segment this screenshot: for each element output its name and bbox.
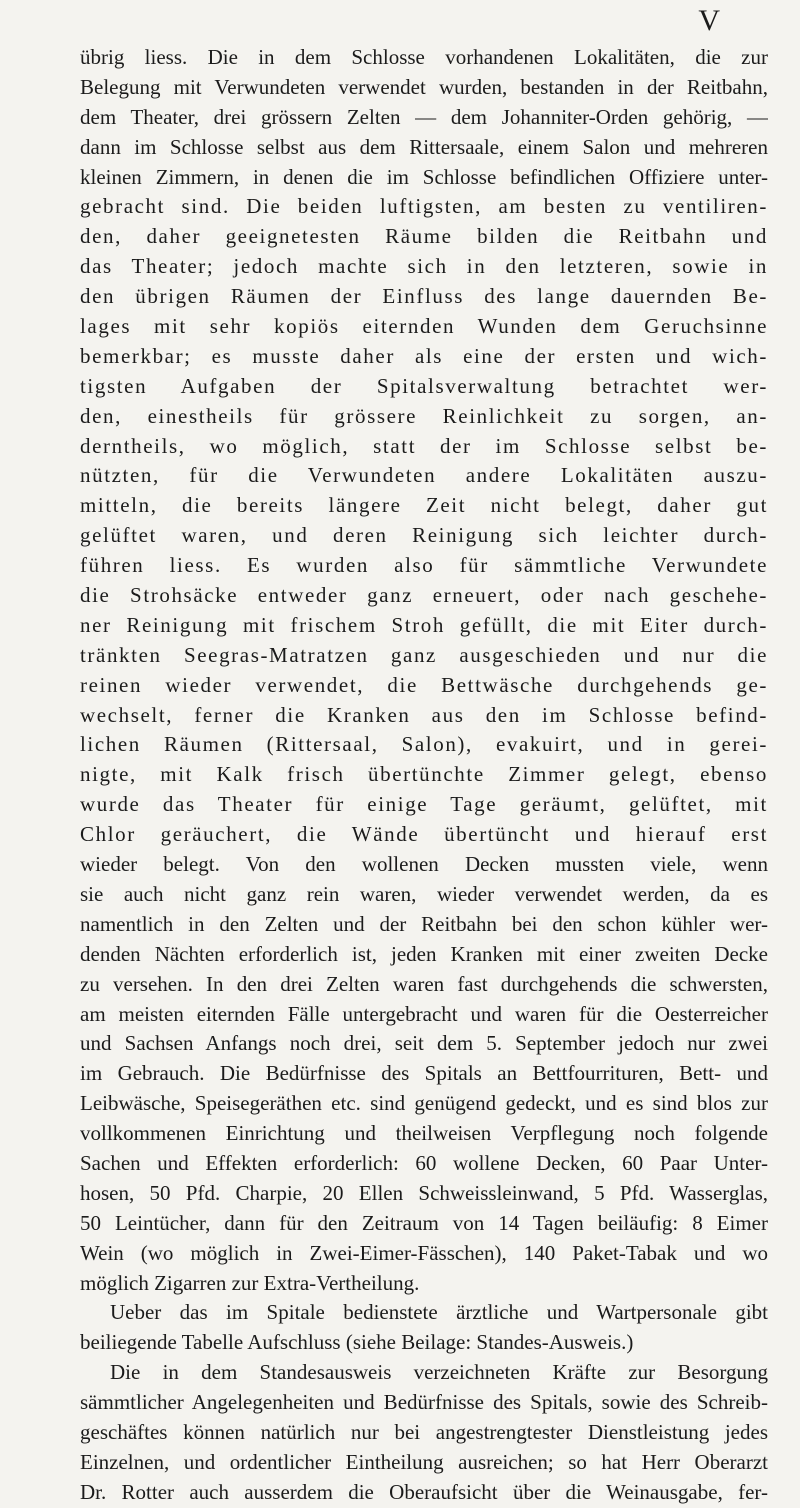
text-line: dem Theater, drei grössern Zelten — dem Johanniter-Orden gehörig, — [80, 104, 768, 129]
text-line: 50 Leintücher, dann für den Zeitraum von 14 Tagen beiläufig: 8 Eimer [80, 1210, 768, 1235]
text-line-spaced: gelüftet waren, und deren Reinigung sich leichter durch- [80, 523, 768, 548]
text-line: übrig liess. Die in dem Schlosse vorhandenen Lokalitäten, die zur [80, 45, 768, 69]
text-line-spaced: die Strohsäcke entweder ganz erneuert, oder nach geschehe- [80, 583, 768, 608]
text-line-spaced: reinen wieder verwendet, die Bettwäsche durchgehends ge- [80, 672, 768, 697]
paragraph-end-line: beiliegende Tabelle Aufschluss (siehe Beilage: Standes-Ausweis.) [80, 1330, 634, 1355]
text-line-spaced: nützten, für die Verwundeten andere Lokalitäten auszu- [80, 463, 768, 488]
text-line: zu versehen. In den drei Zelten waren fast durchgehends die schwersten, [80, 971, 768, 996]
text-line: Wein (wo möglich in Zwei-Eimer-Fässchen), 140 Paket-Tabak und wo [80, 1240, 768, 1265]
text-line-spaced: führen liess. Es wurden also für sämmtliche Verwundete [80, 553, 768, 578]
text-line-spaced: mitteln, die bereits längere Zeit nicht belegt, daher gut [80, 493, 768, 518]
text-line: denden Nächten erforderlich ist, jeden Kranken mit einer zweiten Decke [80, 941, 768, 966]
text-line-spaced: nigte, mit Kalk frisch übertünchte Zimmer gelegt, ebenso [80, 762, 768, 787]
text-line: und Sachsen Anfangs noch drei, seit dem 5. September jedoch nur zwei [80, 1031, 768, 1056]
text-line-spaced: lichen Räumen (Rittersaal, Salon), evakuirt, und in gerei- [80, 732, 768, 757]
text-line-spaced: wurde das Theater für einige Tage geräumt, gelüftet, mit [80, 792, 768, 817]
text-line: Sachen und Effekten erforderlich: 60 wollene Decken, 60 Paar Unter- [80, 1150, 768, 1175]
text-line: geschäftes können natürlich nur bei angestrengtester Dienstleistung jedes [80, 1419, 768, 1444]
text-line: hosen, 50 Pfd. Charpie, 20 Ellen Schweissleinwand, 5 Pfd. Wasserglas, [80, 1180, 768, 1205]
text-line: kleinen Zimmern, in denen die im Schlosse befindlichen Offiziere unter- [80, 164, 768, 189]
text-line-spaced: das Theater; jedoch machte sich in den letzteren, sowie in [80, 254, 768, 279]
text-line: Dr. Rotter auch ausserdem die Oberaufsicht über die Weinausgabe, fer- [80, 1479, 768, 1504]
text-line: sie auch nicht ganz rein waren, wieder verwendet werden, da es [80, 881, 768, 906]
text-line: Einzelnen, und ordentlicher Eintheilung ausreichen; so hat Herr Oberarzt [80, 1449, 768, 1474]
paragraph-start-line: Die in dem Standesausweis verzeichneten Kräfte zur Besorgung [110, 1360, 768, 1385]
text-line: sämmtlicher Angelegenheiten und Bedürfnisse des Spitals, sowie des Schreib- [80, 1390, 768, 1415]
text-line: wieder belegt. Von den wollenen Decken mussten viele, wenn [80, 852, 768, 877]
text-line-spaced: derntheils, wo möglich, statt der im Schlosse selbst be- [80, 433, 768, 458]
text-line: Belegung mit Verwundeten verwendet wurden, bestanden in der Reitbahn, [80, 74, 768, 99]
text-line-spaced: tigsten Aufgaben der Spitalsverwaltung betrachtet wer- [80, 373, 768, 398]
text-line: dann im Schlosse selbst aus dem Rittersaale, einem Salon und mehreren [80, 134, 768, 159]
paragraph-start-line: Ueber das im Spitale bedienstete ärztliche und Wartpersonale gibt [110, 1300, 768, 1325]
text-line-spaced: Chlor geräuchert, die Wände übertüncht und hierauf erst [80, 822, 768, 847]
text-line-spaced: den, einestheils für grössere Reinlichkeit zu sorgen, an- [80, 403, 768, 428]
text-line: Leibwäsche, Speisegeräthen etc. sind genügend gedeckt, und es sind blos zur [80, 1091, 768, 1116]
page-number: V [698, 4, 720, 37]
text-line: namentlich in den Zelten und der Reitbahn bei den schon kühler wer- [80, 911, 768, 936]
text-line-spaced: ner Reinigung mit frischem Stroh gefüllt, die mit Eiter durch- [80, 612, 768, 637]
text-line-spaced: lages mit sehr kopiös eiternden Wunden dem Geruchsinne [80, 314, 768, 339]
text-line-spaced: gebracht sind. Die beiden luftigsten, am besten zu ventiliren- [80, 194, 768, 219]
text-line: am meisten eiternden Fälle untergebracht und waren für die Oesterreicher [80, 1001, 768, 1026]
paragraph-end-line: möglich Zigarren zur Extra-Vertheilung. [80, 1270, 420, 1295]
body-text [80, 43, 768, 1508]
text-line-spaced: den übrigen Räumen der Einfluss des lange dauernden Be- [80, 284, 768, 309]
text-line: vollkommenen Einrichtung und theilweisen Verpflegung noch folgende [80, 1121, 768, 1146]
text-line-spaced: wechselt, ferner die Kranken aus den im Schlosse befind- [80, 702, 768, 727]
text-line-spaced: tränkten Seegras-Matratzen ganz ausgeschieden und nur die [80, 642, 768, 667]
text-line-spaced: den, daher geeignetesten Räume bilden die Reitbahn und [80, 224, 768, 249]
text-line-spaced: bemerkbar; es musste daher als eine der ersten und wich- [80, 343, 768, 368]
text-line: im Gebrauch. Die Bedürfnisse des Spitals an Bettfourrituren, Bett- und [80, 1061, 768, 1086]
